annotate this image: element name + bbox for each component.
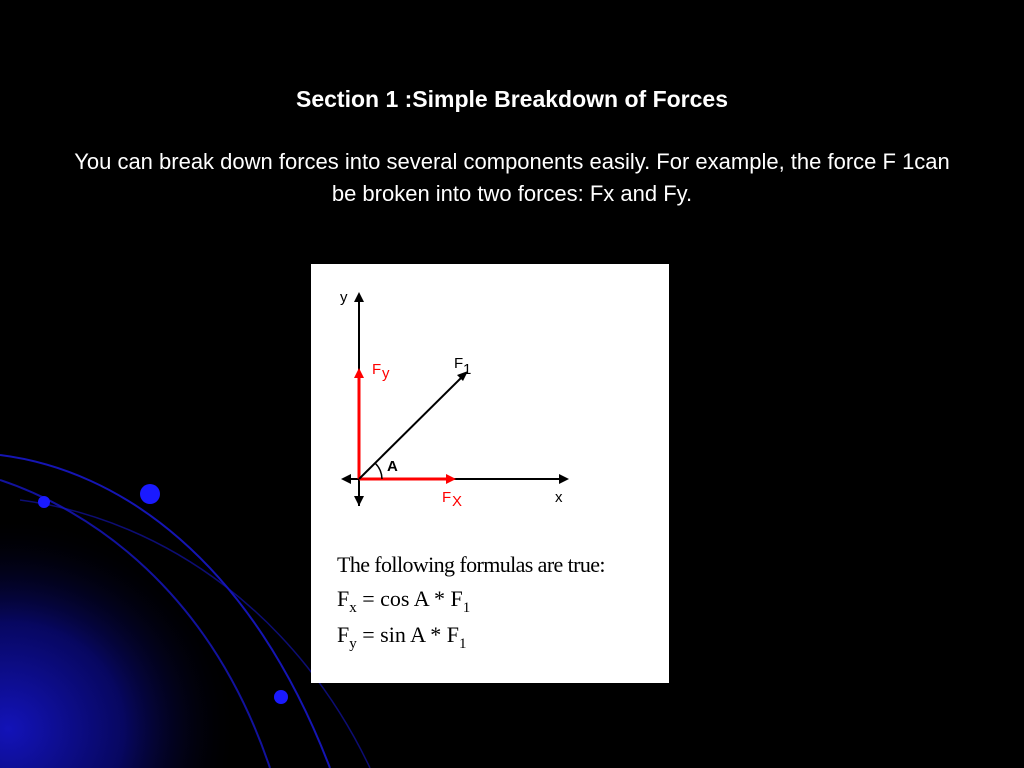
formula-fy-lhs: F: [337, 622, 350, 647]
angle-arc: [375, 463, 382, 479]
fx-arrowhead: [446, 474, 456, 484]
formula-fx-rhs-sub: 1: [462, 600, 471, 616]
formula-fx: [337, 586, 470, 617]
slide-title: Section 1 :Simple Breakdown of Forces: [296, 86, 728, 112]
y-axis-arrow-down: [354, 496, 364, 506]
f1-subscript: 1: [463, 361, 472, 378]
formula-fy-lhs-sub: y: [349, 636, 357, 652]
force-diagram-figure: [311, 264, 669, 683]
force-diagram: [311, 264, 669, 544]
y-axis-arrow-up: [354, 292, 364, 302]
f1-label: F: [454, 355, 464, 372]
fy-arrowhead: [354, 368, 364, 378]
formula-fx-mid: = cos A * F: [356, 586, 463, 611]
formula-fx-lhs-sub: x: [349, 600, 357, 616]
formula-fy: [337, 622, 467, 653]
formula-fy-mid: = sin A * F: [356, 622, 460, 647]
fx-subscript: X: [452, 493, 463, 510]
y-axis-label: y: [340, 289, 348, 306]
fy-subscript: y: [382, 365, 390, 382]
formula-intro: The following formulas are true:: [337, 552, 605, 577]
angle-label: A: [387, 458, 398, 475]
x-axis-arrow-left: [341, 474, 351, 484]
fx-label: F: [442, 489, 452, 506]
formula-fx-lhs: F: [337, 586, 350, 611]
formula-fy-rhs-sub: 1: [459, 636, 467, 652]
x-axis-label: x: [555, 489, 563, 506]
fy-label: F: [372, 361, 382, 378]
slide-body-text: You can break down forces into several components easily. For example, the force F 1can be broken into two forces: Fx and Fy.: [74, 149, 950, 206]
x-axis-arrow-right: [559, 474, 569, 484]
